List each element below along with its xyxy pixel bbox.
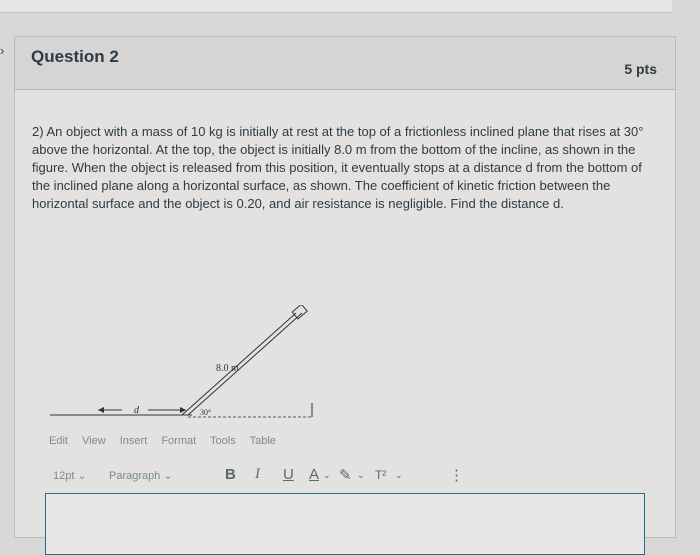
incline-line-2 (188, 313, 302, 415)
question-header (15, 37, 675, 90)
menu-view[interactable]: View (82, 435, 106, 447)
incline-figure (50, 305, 350, 433)
chevron-down-icon: ⌄ (163, 470, 173, 482)
chevron-down-icon[interactable]: ⌄ (323, 470, 331, 480)
d-arrowhead-left (98, 407, 104, 413)
font-size-select[interactable] (53, 469, 87, 482)
italic-button[interactable]: I (255, 466, 260, 482)
question-title: Question 2 (31, 47, 119, 66)
menu-format[interactable]: Format (161, 435, 197, 447)
chevron-down-icon[interactable]: ⌄ (395, 470, 403, 480)
incline-length-label: 8.0 m (216, 363, 239, 374)
menu-edit[interactable]: Edit (49, 435, 68, 447)
bold-button[interactable]: B (225, 466, 236, 483)
paragraph-select[interactable] (109, 469, 173, 482)
question-card (14, 36, 676, 538)
incline-line (182, 313, 296, 415)
collapse-arrow-icon[interactable]: › (0, 43, 5, 58)
angle-label: 30° (200, 408, 212, 417)
chevron-down-icon[interactable]: ⌄ (357, 470, 365, 480)
editor-toolbar (53, 465, 473, 489)
superscript-button[interactable]: T² (375, 468, 387, 482)
d-label: d (134, 405, 139, 416)
menu-insert[interactable]: Insert (119, 435, 148, 447)
answer-editor[interactable] (45, 493, 645, 555)
font-size-value: 12pt (53, 470, 75, 482)
previous-question-bottom (0, 0, 672, 13)
question-text: 2) An object with a mass of 10 kg is initially at rest at the top of a frictionless inclined plane that rises at 30° above the horizontal. At the top, the object is initially 8.0 m from the bottom of the incline, as shown in the figure. When the object is released from this position, it eventually stops at a distance d from the bottom of the inclined plane along a horizontal surface, as shown. The coefficient of kinetic friction between the horizontal surface and the object is 0.20, and air resistance is negligible. Find the distance d. (32, 124, 644, 211)
menu-table[interactable]: Table (249, 435, 276, 447)
question-points: 5 pts (624, 61, 657, 77)
paragraph-value: Paragraph (109, 470, 161, 482)
underline-button[interactable]: U (283, 466, 294, 483)
block-shape (292, 305, 307, 319)
menu-tools[interactable]: Tools (210, 435, 236, 447)
editor-menubar (49, 435, 287, 447)
more-options-icon[interactable]: ⋮ (449, 467, 464, 484)
highlight-icon[interactable]: ✎ (339, 467, 352, 484)
chevron-down-icon: ⌄ (77, 470, 87, 482)
text-color-button[interactable]: A (309, 466, 320, 483)
